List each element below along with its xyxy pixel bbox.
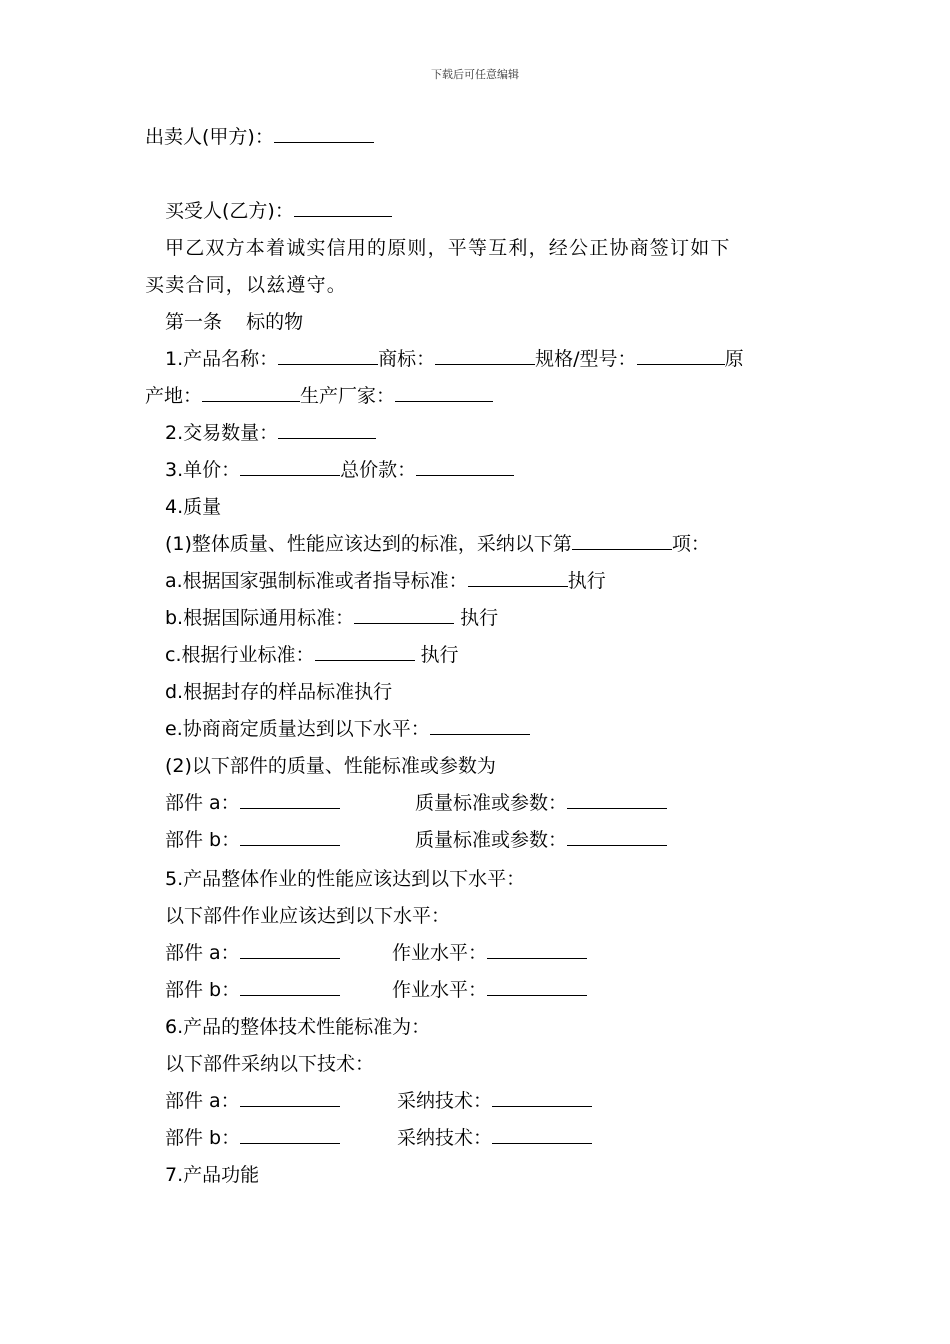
intro-line-2: 买卖合同，以兹遵守。 (145, 274, 348, 296)
part-a-tech-used-blank[interactable] (492, 1088, 592, 1107)
part-b-level-blank[interactable] (487, 977, 587, 996)
intro-line-1: 甲乙双方本着诚实信用的原则，平等互利，经公正协商签订如下 (165, 237, 731, 259)
part-a-work-blank[interactable] (240, 940, 340, 959)
part-b-param-line (415, 827, 667, 853)
buyer-label: 买受人(乙方)： (165, 200, 294, 222)
quality-b-suffix: 执行 (454, 607, 499, 629)
part-a-label: 部件 a： (165, 1090, 240, 1112)
item-1-line (165, 346, 744, 372)
part-b-level-line (392, 977, 587, 1003)
quality-1-suffix: 项： (671, 533, 710, 555)
brand-blank[interactable] (435, 346, 535, 365)
tech-used-label: 采纳技术： (397, 1127, 493, 1149)
maker-blank[interactable] (395, 383, 493, 402)
item-5-subtitle: 以下部件作业应该达到以下水平： (165, 905, 451, 927)
quality-param-label: 质量标准或参数： (415, 829, 568, 851)
part-b-param-blank[interactable] (567, 827, 667, 846)
quality-a-suffix: 执行 (567, 570, 606, 592)
item-2-line (165, 420, 376, 446)
total-price-blank[interactable] (416, 457, 514, 476)
part-a-level-line (392, 940, 587, 966)
item-6-title: 6.产品的整体技术性能标准为： (165, 1016, 431, 1038)
seller-line (145, 124, 374, 150)
part-b-label: 部件 b： (165, 1127, 241, 1149)
quality-b-text: b.根据国际通用标准： (165, 607, 355, 629)
item-1-origin-label: 产地： (145, 385, 203, 407)
part-a-quality-line (165, 790, 340, 816)
item-4-title: 4.质量 (165, 496, 222, 518)
quality-c-text: c.根据行业标准： (165, 644, 315, 666)
part-b-work-blank[interactable] (240, 977, 340, 996)
item-1-brand-label: 商标： (378, 348, 436, 370)
quality-b-line (165, 605, 498, 631)
item-1-origin-a: 原 (724, 348, 744, 370)
quality-param-label: 质量标准或参数： (415, 792, 568, 814)
work-level-label: 作业水平： (392, 979, 488, 1001)
part-a-tech-line (165, 1088, 340, 1114)
item-1-maker-label: 生产厂家： (300, 385, 396, 407)
part-a-label: 部件 a： (165, 792, 240, 814)
item-5-title: 5.产品整体作业的性能应该达到以下水平： (165, 868, 526, 890)
quantity-blank[interactable] (278, 420, 376, 439)
item-2-label: 2.交易数量： (165, 422, 279, 444)
article-1-title: 第一条 标的物 (165, 311, 304, 333)
part-b-tech-used-blank[interactable] (492, 1125, 592, 1144)
national-standard-blank[interactable] (468, 568, 568, 587)
part-b-tech-blank[interactable] (240, 1125, 340, 1144)
part-b-blank[interactable] (240, 827, 340, 846)
quality-option-blank[interactable] (572, 531, 672, 550)
item-1-spec-label: 规格/型号： (535, 348, 637, 370)
international-standard-blank[interactable] (354, 605, 454, 624)
buyer-line (165, 198, 392, 224)
part-b-tech-line (165, 1125, 340, 1151)
unit-price-blank[interactable] (240, 457, 340, 476)
quality-2-line: (2)以下部件的质量、性能标准或参数为 (165, 755, 496, 777)
buyer-blank[interactable] (294, 198, 392, 217)
item-3-price-label: 3.单价： (165, 459, 241, 481)
item-3-total-label: 总价款： (340, 459, 417, 481)
part-b-work-line (165, 977, 340, 1003)
quality-a-text: a.根据国家强制标准或者指导标准： (165, 570, 468, 592)
part-a-param-blank[interactable] (567, 790, 667, 809)
product-name-blank[interactable] (278, 346, 378, 365)
part-b-tech-used-line (397, 1125, 592, 1151)
industry-standard-blank[interactable] (315, 642, 415, 661)
origin-blank[interactable] (202, 383, 300, 402)
item-1-line-2 (145, 383, 493, 409)
seller-label: 出卖人(甲方)： (145, 126, 274, 148)
work-level-label: 作业水平： (392, 942, 488, 964)
item-6-subtitle: 以下部件采纳以下技术： (165, 1053, 375, 1075)
part-a-tech-used-line (397, 1088, 592, 1114)
part-b-quality-line (165, 827, 340, 853)
part-b-label: 部件 b： (165, 829, 241, 851)
item-3-line (165, 457, 514, 483)
item-7-title: 7.产品功能 (165, 1164, 260, 1186)
agreed-level-blank[interactable] (430, 716, 530, 735)
quality-c-suffix: 执行 (414, 644, 459, 666)
part-a-work-line (165, 940, 340, 966)
quality-d-line: d.根据封存的样品标准执行 (165, 681, 393, 703)
part-a-blank[interactable] (240, 790, 340, 809)
download-note: 下载后可任意编辑 (431, 68, 519, 81)
part-a-level-blank[interactable] (487, 940, 587, 959)
quality-1-text: (1)整体质量、性能应该达到的标准，采纳以下第 (165, 533, 572, 555)
spec-blank[interactable] (637, 346, 725, 365)
part-a-param-line (415, 790, 667, 816)
quality-1-line (165, 531, 710, 557)
part-a-label: 部件 a： (165, 942, 240, 964)
quality-c-line (165, 642, 459, 668)
part-b-label: 部件 b： (165, 979, 241, 1001)
tech-used-label: 采纳技术： (397, 1090, 493, 1112)
quality-a-line (165, 568, 606, 594)
quality-e-text: e.协商商定质量达到以下水平： (165, 718, 430, 740)
item-1-name-label: 1.产品名称： (165, 348, 279, 370)
quality-e-line (165, 716, 530, 742)
part-a-tech-blank[interactable] (240, 1088, 340, 1107)
seller-blank[interactable] (274, 124, 374, 143)
